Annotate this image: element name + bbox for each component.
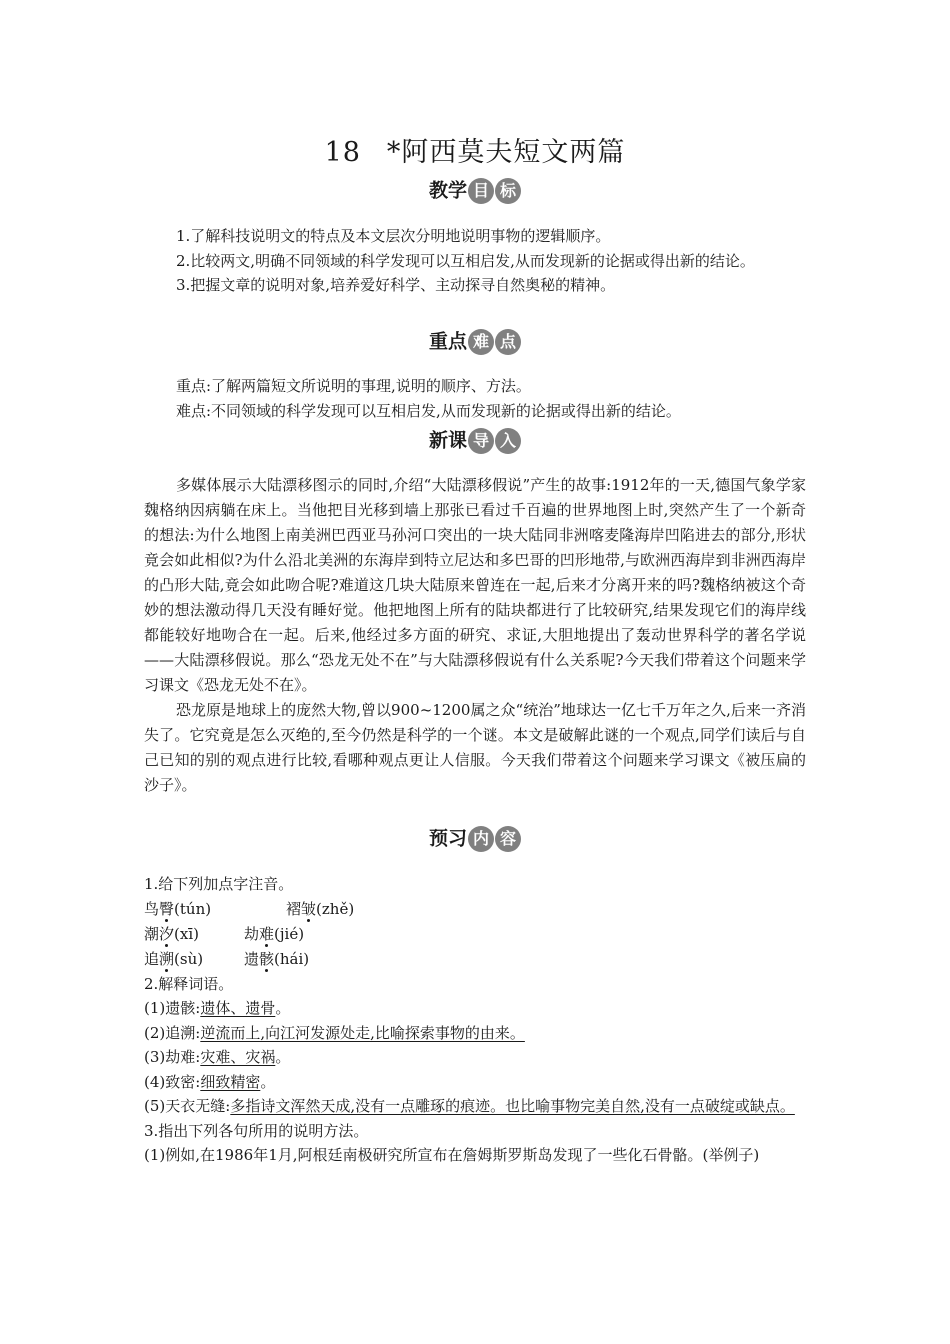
lesson-number: 18 — [324, 137, 361, 168]
question-3-item-1: (1)例如,在1986年1月,阿根廷南极研究所宣布在詹姆斯罗斯岛发现了一些化石骨骼。(举例子) — [144, 1146, 760, 1164]
pinyin-item: 追溯(sù) — [144, 949, 204, 968]
pinyin-item: 遗骸(hái) — [244, 949, 310, 968]
pinyin-item: 鸟臀(tún) — [144, 899, 212, 918]
pinyin-row — [144, 897, 806, 922]
lesson-title — [0, 130, 950, 169]
intro-block — [144, 473, 806, 798]
difficult-point: 难点:不同领域的科学发现可以互相启发,从而发现新的论据或得出新的结论。 — [176, 401, 681, 420]
term-definition: (5)天衣无缝:多指诗文浑然天成,没有一点雕琢的痕迹。也比喻事物完美自然,没有一点破绽或缺点。 — [144, 1097, 795, 1115]
pinyin-row — [144, 947, 806, 972]
term-definition: (4)致密:细致精密。 — [144, 1072, 276, 1091]
key-point: 重点:了解两篇短文所说明的事理,说明的顺序、方法。 — [176, 377, 531, 395]
pinyin-row — [144, 922, 806, 947]
section-heading-intro: 新课 导 入 — [0, 425, 950, 455]
section-heading-keypoints: 重点 难 点 — [0, 326, 950, 356]
question-3: 3.指出下列各句所用的说明方法。 — [144, 1121, 369, 1140]
pinyin-item: 褶皱(zhě) — [286, 899, 355, 918]
intro-paragraph: 多媒体展示大陆漂移图示的同时,介绍“大陆漂移假说”产生的故事:1912年的一天,德国气象学家魏格纳因病躺在床上。当他把目光移到墙上那张已看过千百遍的世界地图上时,突然产生了一个新奇的想法:为什么地图上南美洲巴西亚马孙河口突出的一块大陆同非洲喀麦隆海岸凹陷进去的部分,形状竟会如此相似?为什么沿北美洲的东海岸到特立尼达和多巴哥的凹形地带,与欧洲西海岸到非洲西海岸的凸形大陆,竟会如此吻合呢?难道这几块大陆原来曾连在一起,后来才分离开来的吗?魏格纳被这个奇妙的想法激动得几天没有睡好觉。他把地图上所有的陆块都进行了比较研究,结果发现它们的海岸线都能较好地吻合在一起。后来,他经过多方面的研究、求证,大胆地提出了轰动世界科学的著名学说——大陆漂移假说。那么“恐龙无处不在”与大陆漂移假说有什么关系呢?今天我们带着这个问题来学习课文《恐龙无处不在》。 — [144, 476, 806, 694]
pinyin-item: 劫难(jié) — [244, 924, 305, 943]
section-heading-preview: 预习 内 容 — [0, 823, 950, 853]
term-definition: (1)遗骸:遗体、遗骨。 — [144, 999, 291, 1017]
goal-item: 3.把握文章的说明对象,培养爱好科学、主动探寻自然奥秘的精神。 — [176, 276, 616, 294]
preview-block — [144, 872, 806, 1168]
section-heading-goals: 教学 目 标 — [0, 175, 950, 205]
pinyin-item: 潮汐(xī) — [144, 924, 199, 943]
term-definition: (3)劫难:灾难、灾祸。 — [144, 1048, 291, 1066]
intro-paragraph: 恐龙原是地球上的庞然大物,曾以900~1200属之众“统治”地球达一亿七千万年之久,后来一齐消失了。它究竟是怎么灭绝的,至今仍然是科学的一个谜。本文是破解此谜的一个观点,同学们读后与自己已知的别的观点进行比较,看哪种观点更让人信服。今天我们带着这个问题来学习课文《被压扁的沙子》。 — [144, 701, 806, 794]
goals-list — [144, 224, 806, 298]
lesson-title-text: *阿西莫夫短文两篇 — [386, 137, 626, 168]
keypoints-block — [144, 374, 806, 423]
question-2: 2.解释词语。 — [144, 974, 234, 993]
goal-item: 1.了解科技说明文的特点及本文层次分明地说明事物的逻辑顺序。 — [176, 227, 611, 245]
term-definition: (2)追溯:逆流而上,向江河发源处走,比喻探索事物的由来。 — [144, 1023, 525, 1042]
goal-item: 2.比较两文,明确不同领域的科学发现可以互相启发,从而发现新的论据或得出新的结论。 — [176, 251, 755, 270]
question-1: 1.给下列加点字注音。 — [144, 875, 294, 893]
